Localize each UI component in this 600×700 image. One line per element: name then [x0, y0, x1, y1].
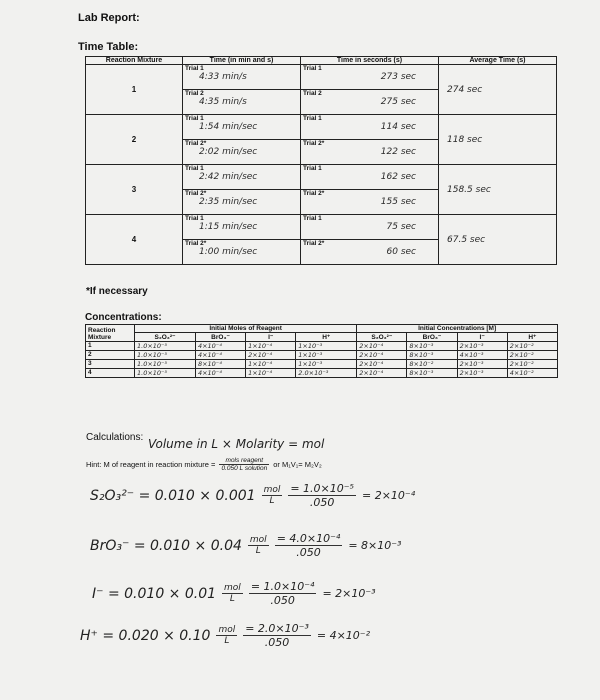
calc-unit — [216, 625, 237, 646]
calc-fraction — [288, 482, 356, 509]
concentrations-table — [85, 324, 558, 378]
concentration-cell — [407, 342, 457, 351]
footnote: *If necessary — [86, 286, 148, 297]
trial-time-min: 2:42 min/sec — [199, 172, 258, 182]
calc-numerator: = 1.0×10⁻⁴ — [250, 580, 315, 593]
calc-fraction — [249, 580, 317, 607]
trial-time-sec: 273 sec — [380, 72, 416, 82]
col-header-reaction-mixture: Reaction Mixture — [86, 325, 135, 342]
concentration-value: 4×10⁻⁴ — [197, 369, 222, 377]
concentration-cell — [507, 369, 557, 378]
calculation-step — [92, 580, 376, 607]
hint-numerator: mols reagent — [219, 457, 269, 465]
calc-unit-den: L — [255, 546, 261, 556]
trial-time-sec: 155 sec — [380, 197, 416, 207]
time-table-row — [86, 115, 557, 140]
col-header-time-min: Time (in min and s) — [183, 57, 301, 65]
concentration-cell — [296, 351, 357, 360]
calc-denominator: .050 — [270, 594, 295, 607]
col-header-mixture: Reaction Mixture — [86, 57, 183, 65]
concentration-value: 2×10⁻⁴ — [359, 360, 384, 368]
concentration-cell — [296, 369, 357, 378]
concentration-value: 8×10⁻⁴ — [197, 360, 222, 368]
trial-time-sec: 162 sec — [380, 172, 416, 182]
calculations-title: Calculations: — [86, 432, 144, 443]
trial-time-sec: 275 sec — [380, 97, 416, 107]
calc-unit-den: L — [229, 594, 235, 604]
trial-label: Trial 2* — [303, 140, 325, 147]
time-table-title: Time Table: — [78, 41, 139, 53]
mixture-number: 3 — [86, 165, 183, 215]
concentration-value: 8×10⁻³ — [409, 351, 434, 359]
time-table-row — [86, 215, 557, 240]
calculation-step — [90, 482, 415, 509]
trial-label: Trial 1 — [185, 65, 204, 72]
average-time: 67.5 sec — [447, 234, 486, 245]
concentration-cell — [357, 351, 407, 360]
average-time: 274 sec — [447, 84, 483, 95]
mixture-number: 1 — [86, 342, 135, 351]
trial-label: Trial 2* — [185, 140, 207, 147]
concentration-value: 1×10⁻⁴ — [248, 360, 273, 368]
trial-2-time-cell — [183, 190, 301, 215]
trial-1-sec-cell — [301, 115, 439, 140]
trial-label: Trial 1 — [185, 215, 204, 222]
calc-lhs: H⁺ = 0.020 × 0.10 — [80, 627, 211, 644]
concentration-value: 2×10⁻³ — [459, 369, 484, 377]
concentration-cell — [296, 360, 357, 369]
col-header-species: BrO₃⁻ — [407, 333, 457, 342]
trial-2-time-cell — [183, 140, 301, 165]
concentration-value: 2.0×10⁻³ — [298, 369, 329, 377]
calc-unit — [248, 535, 269, 556]
trial-2-sec-cell — [301, 90, 439, 115]
calc-unit-num: mol — [249, 535, 267, 545]
calc-result: = 4×10⁻² — [316, 629, 371, 642]
concentration-value: 1.0×10⁻⁵ — [137, 360, 168, 368]
calc-unit-num: mol — [263, 485, 281, 495]
concentration-cell — [296, 342, 357, 351]
concentration-cell — [507, 351, 557, 360]
col-header-species: S₂O₃²⁻ — [357, 333, 407, 342]
concentration-row — [86, 369, 558, 378]
concentration-value: 1×10⁻⁴ — [248, 342, 273, 350]
concentration-row — [86, 351, 558, 360]
calc-lhs: S₂O₃²⁻ = 0.010 × 0.001 — [90, 487, 256, 504]
trial-1-sec-cell — [301, 215, 439, 240]
calc-result: = 8×10⁻³ — [348, 539, 402, 552]
average-time: 118 sec — [447, 134, 483, 145]
concentration-cell — [246, 360, 296, 369]
concentration-cell — [457, 351, 507, 360]
trial-2-sec-cell — [301, 140, 439, 165]
concentration-cell — [135, 342, 196, 351]
group-header-moles: Initial Moles of Reagent — [135, 325, 357, 333]
trial-2-time-cell — [183, 240, 301, 265]
trial-2-sec-cell — [301, 240, 439, 265]
concentration-value: 1.0×10⁻⁵ — [137, 342, 168, 350]
trial-label: Trial 2* — [185, 190, 207, 197]
trial-label: Trial 1 — [185, 165, 204, 172]
concentration-cell — [457, 342, 507, 351]
concentration-cell — [195, 369, 245, 378]
calc-numerator: = 1.0×10⁻⁵ — [290, 482, 354, 495]
calc-unit-num: mol — [218, 625, 236, 635]
concentration-cell — [357, 342, 407, 351]
calc-numerator: = 4.0×10⁻⁴ — [276, 532, 341, 545]
average-time-cell — [439, 165, 557, 215]
concentration-value: 4×10⁻⁴ — [197, 351, 222, 359]
calc-unit — [222, 583, 243, 604]
mixture-number: 4 — [86, 369, 135, 378]
calc-denominator: .050 — [264, 636, 290, 649]
trial-time-min: 1:00 min/sec — [199, 247, 258, 257]
report-title: Lab Report: — [78, 12, 140, 24]
concentration-value: 1.0×10⁻⁵ — [137, 369, 168, 377]
concentration-value: 4×10⁻³ — [459, 351, 484, 359]
trial-time-min: 1:15 min/sec — [199, 222, 258, 232]
calc-unit-num: mol — [224, 583, 241, 593]
concentrations-title: Concentrations: — [85, 312, 162, 323]
trial-time-min: 2:02 min/sec — [199, 147, 258, 157]
time-table-row — [86, 65, 557, 90]
calc-result: = 2×10⁻³ — [322, 587, 376, 600]
concentration-cell — [195, 351, 245, 360]
trial-label: Trial 1 — [303, 115, 322, 122]
concentration-cell — [407, 360, 457, 369]
concentration-value: 2×10⁻⁴ — [359, 342, 384, 350]
trial-1-time-cell — [183, 115, 301, 140]
trial-1-time-cell — [183, 165, 301, 190]
trial-1-sec-cell — [301, 65, 439, 90]
trial-time-sec: 122 sec — [380, 147, 416, 157]
calc-numerator: = 2.0×10⁻³ — [245, 622, 309, 635]
concentration-value: 2×10⁻² — [509, 360, 534, 368]
col-header-average: Average Time (s) — [439, 57, 557, 65]
hint-denominator: 0.050 L solution — [221, 465, 268, 472]
mixture-number: 4 — [86, 215, 183, 265]
concentration-cell — [457, 369, 507, 378]
trial-label: Trial 1 — [185, 115, 204, 122]
col-header-species: H⁺ — [296, 333, 357, 342]
concentration-value: 8×10⁻³ — [409, 369, 434, 377]
concentration-cell — [507, 360, 557, 369]
average-time-cell — [439, 215, 557, 265]
col-header-species: S₂O₃²⁻ — [135, 333, 196, 342]
mixture-number: 2 — [86, 115, 183, 165]
concentration-cell — [357, 369, 407, 378]
trial-1-time-cell — [183, 215, 301, 240]
trial-label: Trial 2* — [303, 190, 325, 197]
concentration-cell — [195, 342, 245, 351]
calc-fraction — [275, 532, 343, 559]
calc-unit-den: L — [224, 636, 230, 646]
col-header-time-sec: Time in seconds (s) — [301, 57, 439, 65]
hint — [86, 457, 322, 472]
concentration-cell — [457, 360, 507, 369]
average-time-cell — [439, 65, 557, 115]
concentration-value: 2×10⁻⁴ — [359, 351, 384, 359]
concentration-value: 2×10⁻² — [509, 342, 534, 350]
calculation-step — [90, 532, 401, 559]
concentration-cell — [246, 351, 296, 360]
trial-label: Trial 2 — [185, 90, 204, 97]
calc-denominator: .050 — [309, 496, 335, 509]
concentration-value: 2×10⁻⁴ — [359, 369, 384, 377]
hint-suffix: or M₁V₁= M₂V₂ — [273, 460, 322, 469]
mixture-number: 3 — [86, 360, 135, 369]
concentration-value: 4×10⁻² — [509, 369, 534, 377]
concentration-cell — [407, 369, 457, 378]
trial-time-sec: 60 sec — [386, 247, 416, 257]
calc-fraction — [243, 622, 311, 649]
calc-lhs: I⁻ = 0.010 × 0.01 — [92, 585, 217, 602]
concentration-cell — [507, 342, 557, 351]
calc-denominator: .050 — [296, 546, 321, 559]
concentration-cell — [407, 351, 457, 360]
col-header-species: BrO₃⁻ — [195, 333, 245, 342]
concentration-row — [86, 342, 558, 351]
concentration-value: 4×10⁻⁴ — [197, 342, 222, 350]
col-header-species: I⁻ — [246, 333, 296, 342]
concentration-value: 8×10⁻² — [409, 360, 434, 368]
concentration-value: 2×10⁻² — [509, 351, 534, 359]
concentration-value: 1×10⁻³ — [298, 342, 323, 350]
calc-lhs: BrO₃⁻ = 0.010 × 0.04 — [90, 537, 242, 554]
trial-time-min: 4:33 min/s — [199, 72, 247, 82]
calc-note: Volume in L × Molarity = mol — [148, 437, 325, 451]
concentration-value: 2×10⁻³ — [459, 342, 484, 350]
calc-unit — [262, 485, 283, 506]
trial-2-sec-cell — [301, 190, 439, 215]
trial-2-time-cell — [183, 90, 301, 115]
concentration-cell — [246, 369, 296, 378]
concentration-cell — [135, 351, 196, 360]
concentration-value: 1.0×10⁻⁵ — [137, 351, 168, 359]
hint-fraction — [219, 457, 269, 472]
trial-label: Trial 2 — [303, 90, 322, 97]
average-time: 158.5 sec — [447, 184, 491, 195]
trial-1-time-cell — [183, 65, 301, 90]
trial-time-min: 4:35 min/s — [199, 97, 247, 107]
calc-result: = 2×10⁻⁴ — [361, 489, 416, 502]
concentration-cell — [357, 360, 407, 369]
mixture-number: 2 — [86, 351, 135, 360]
trial-label: Trial 1 — [303, 65, 322, 72]
trial-time-min: 2:35 min/sec — [199, 197, 258, 207]
trial-label: Trial 1 — [303, 215, 322, 222]
trial-label: Trial 1 — [303, 165, 322, 172]
hint-prefix: Hint: M of reagent in reaction mixture = — [86, 460, 216, 469]
group-header-concentrations: Initial Concentrations [M] — [357, 325, 558, 333]
trial-label: Trial 2* — [303, 240, 325, 247]
calc-unit-den: L — [269, 496, 275, 506]
concentration-cell — [246, 342, 296, 351]
concentration-value: 2×10⁻⁴ — [248, 351, 273, 359]
mixture-number: 1 — [86, 65, 183, 115]
time-table — [85, 56, 557, 265]
concentration-value: 2×10⁻³ — [459, 360, 484, 368]
concentration-cell — [135, 369, 196, 378]
concentration-cell — [135, 360, 196, 369]
trial-time-sec: 75 sec — [386, 222, 416, 232]
concentration-value: 8×10⁻³ — [409, 342, 434, 350]
concentration-value: 1×10⁻³ — [298, 351, 323, 359]
concentration-value: 1×10⁻⁴ — [248, 369, 273, 377]
concentration-value: 1×10⁻³ — [298, 360, 323, 368]
concentration-cell — [195, 360, 245, 369]
calculation-step — [80, 622, 370, 649]
col-header-species: H⁺ — [507, 333, 557, 342]
time-table-row — [86, 165, 557, 190]
trial-time-sec: 114 sec — [380, 122, 416, 132]
average-time-cell — [439, 115, 557, 165]
col-header-species: I⁻ — [457, 333, 507, 342]
trial-label: Trial 2* — [185, 240, 207, 247]
trial-time-min: 1:54 min/sec — [199, 122, 258, 132]
trial-1-sec-cell — [301, 165, 439, 190]
concentration-row — [86, 360, 558, 369]
